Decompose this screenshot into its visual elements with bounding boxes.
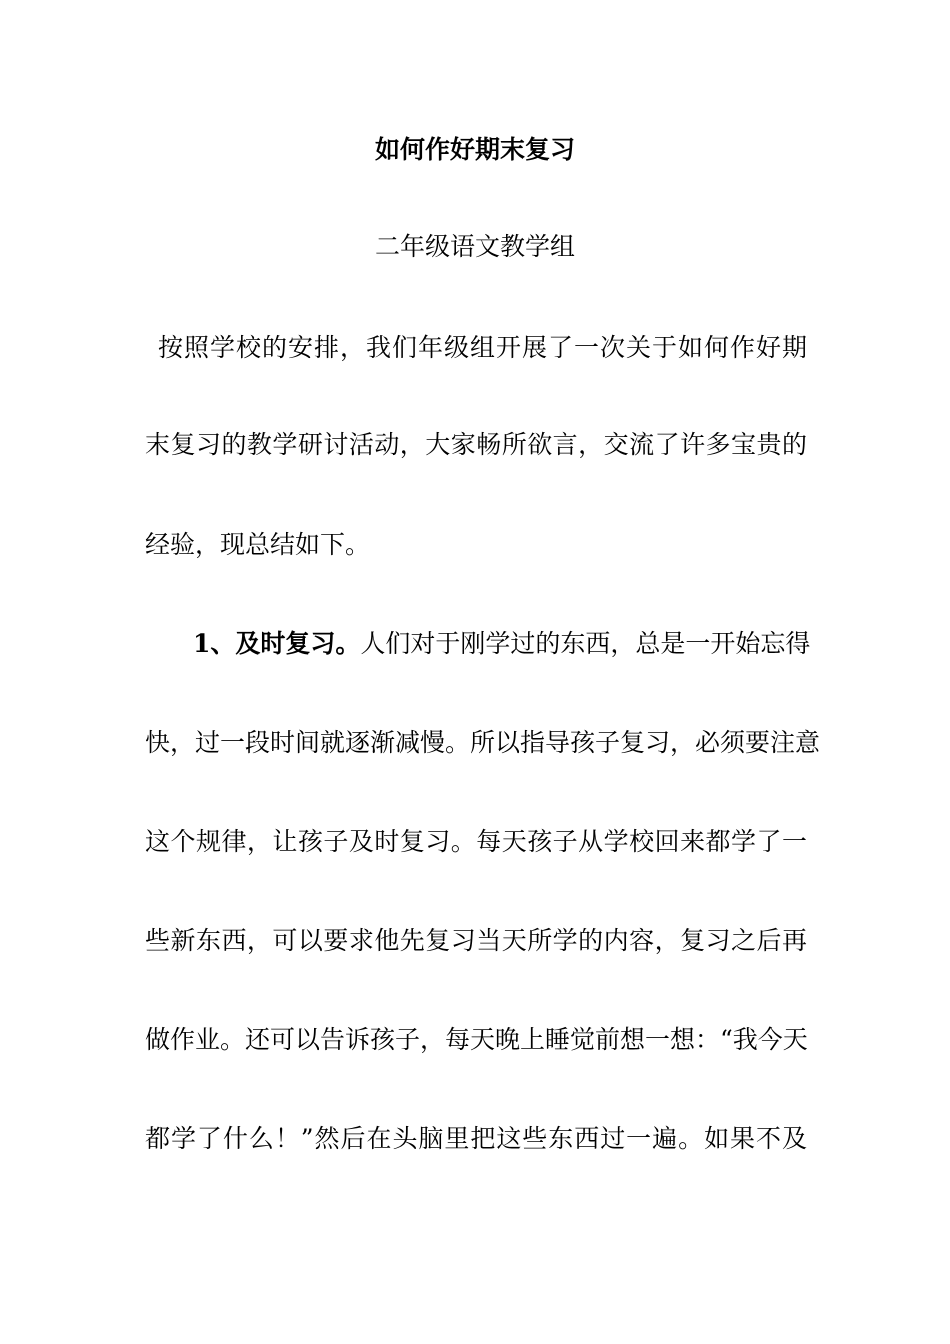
document-subtitle: 二年级语文教学组 xyxy=(374,232,575,261)
section-1-line-4: 些新东西，可以要求他先复习当天所学的内容，复习之后再 xyxy=(145,926,807,955)
paragraph-1-line-1: 按照学校的安排，我们年级组开展了一次关于如何作好期 xyxy=(158,333,807,362)
section-1-line-1-text: 人们对于刚学过的东西，总是一开始忘得 xyxy=(360,629,811,658)
section-1-line-6: 都学了什么！”然后在头脑里把这些东西过一遍。如果不及 xyxy=(145,1124,807,1153)
paragraph-1-line-3: 经验，现总结如下。 xyxy=(145,530,371,559)
section-1-line-3: 这个规律，让孩子及时复习。每天孩子从学校回来都学了一 xyxy=(145,827,807,856)
section-1-line-2: 快，过一段时间就逐渐减慢。所以指导孩子复习，必须要注意 xyxy=(145,728,821,757)
document-title: 如何作好期末复习 xyxy=(374,135,575,164)
section-1-line-1 xyxy=(193,624,811,664)
section-1-line-5: 做作业。还可以告诉孩子，每天晚上睡觉前想一想：“我今天 xyxy=(145,1025,808,1054)
section-1-heading: 1、及时复习。 xyxy=(193,629,361,658)
paragraph-1-line-2: 末复习的教学研讨活动，大家畅所欲言，交流了许多宝贵的 xyxy=(145,430,807,459)
